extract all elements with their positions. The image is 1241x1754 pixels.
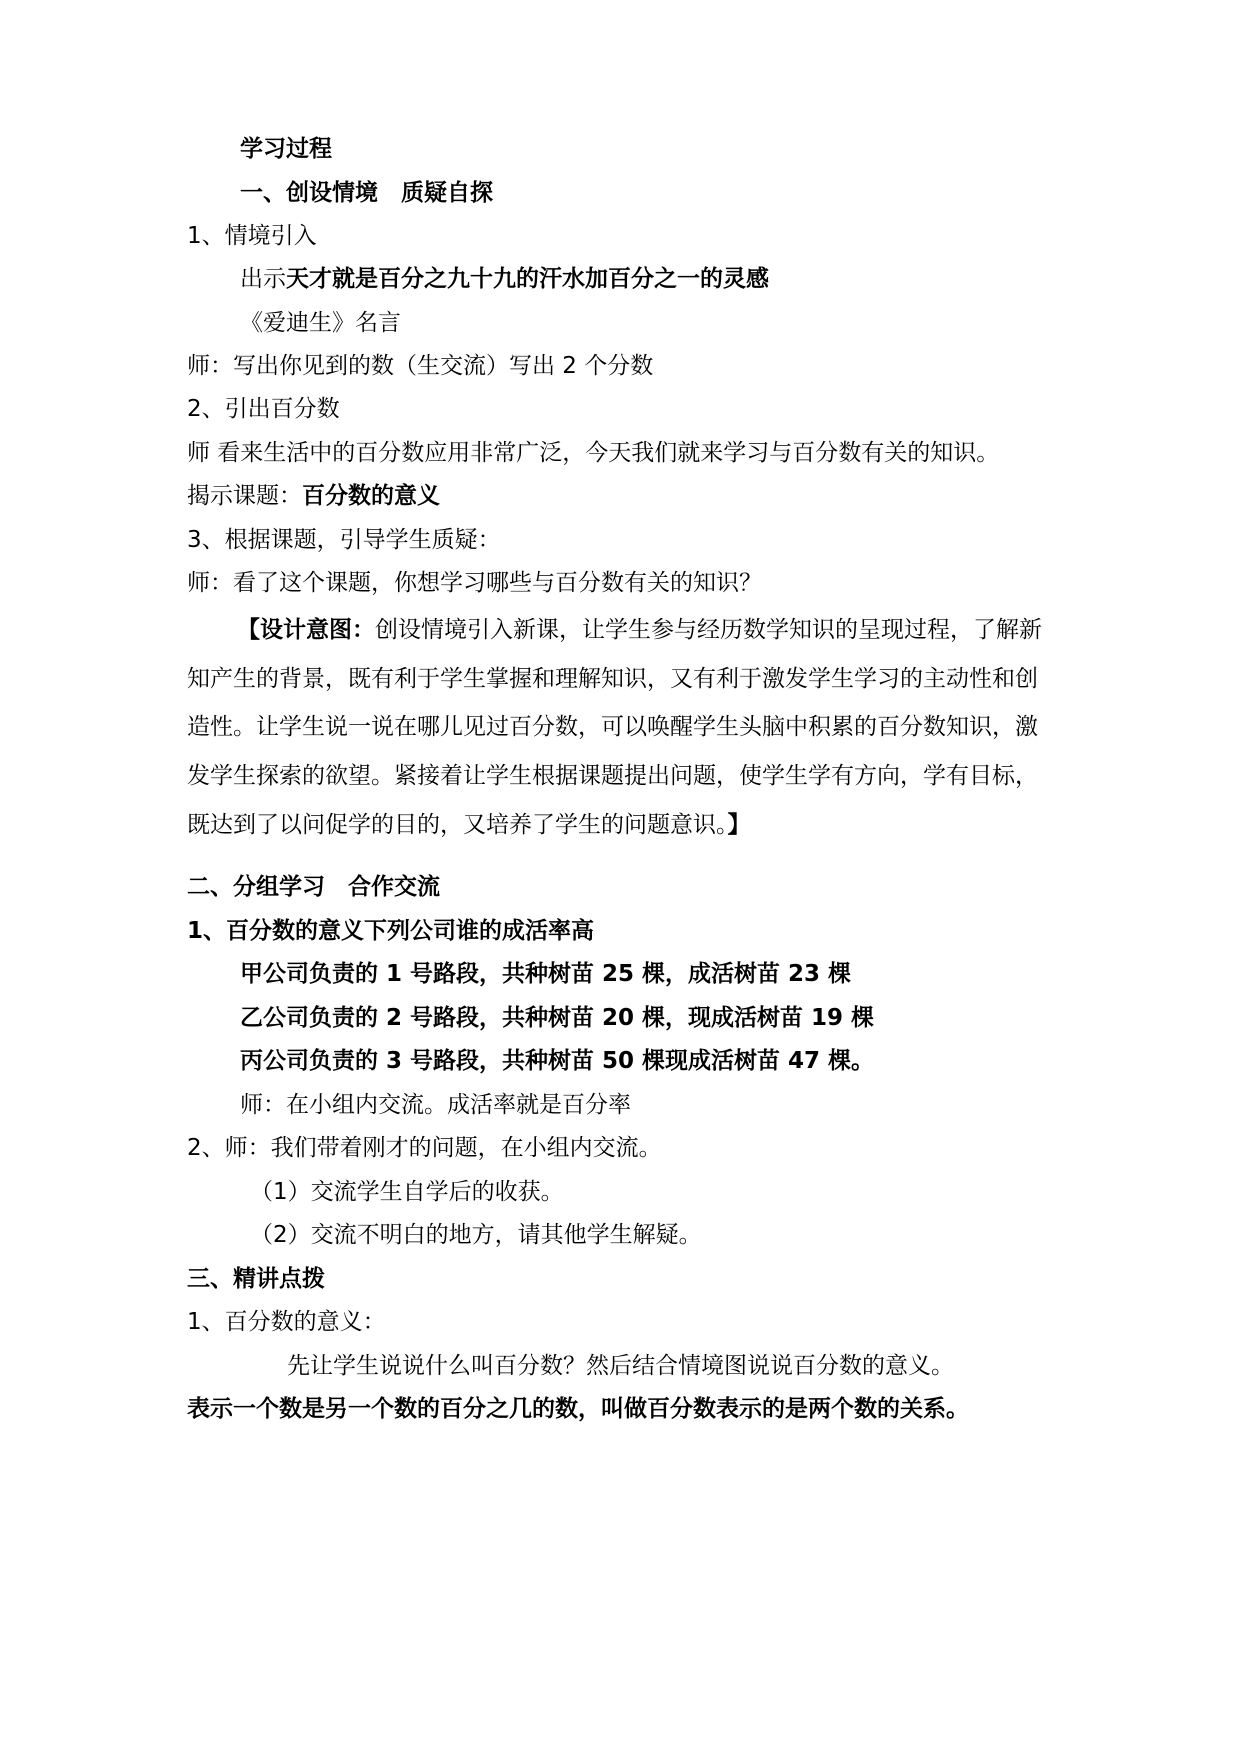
subitem-2: （2）交流不明白的地方，请其他学生解疑。 — [250, 1222, 702, 1248]
company-a-line: 甲公司负责的 1 号路段，共种树苗 25 棵，成活树苗 23 棵 — [240, 961, 852, 987]
design-intent-text: 创设情境引入新课，让学生参与经历数学知识的呈现过程，了解新知产生的背景，既有利于学生掌握和理解知识，又有利于激发学生学习的主动性和创造性。让学生说一说在哪儿见过百分数，可以唤醒学生头脑中积累的百分数知识，激发学生探索的欲望。紧接着让学生根据课题提出问题，使学生学有方向，学有目标，既达到了以问促学的目的，又培养了学生的问题意识。 — [187, 617, 1042, 838]
subitem-1: （1）交流学生自学后的收获。 — [250, 1179, 564, 1205]
definition-line: 表示一个数是另一个数的百分之几的数，叫做百分数表示的是两个数的关系。 — [187, 1396, 969, 1422]
teacher-line-2: 师 看来生活中的百分数应用非常广泛，今天我们就来学习与百分数有关的知识。 — [187, 440, 1000, 466]
teacher-line-4: 师：在小组内交流。成活率就是百分率 — [240, 1092, 631, 1118]
section-heading-2: 二、分组学习 合作交流 — [187, 874, 440, 900]
quote-line — [240, 262, 1120, 296]
company-c-line: 丙公司负责的 3 号路段，共种树苗 50 棵现成活树苗 47 棵。 — [240, 1048, 875, 1074]
quote-prefix: 出示 — [240, 266, 286, 292]
item-group-discussion: 2、师：我们带着刚才的问题，在小组内交流。 — [187, 1135, 662, 1161]
quote-text: 天才就是百分之九十九的汗水加百分之一的灵感 — [286, 266, 769, 292]
instruction-line: 先让学生说说什么叫百分数？然后结合情境图说说百分数的意义。 — [287, 1353, 954, 1379]
teacher-line-1: 师：写出你见到的数（生交流）写出 2 个分数 — [187, 353, 654, 379]
topic-line — [187, 479, 1067, 513]
quote-source: 《爱迪生》名言 — [240, 310, 401, 336]
page-title: 学习过程 — [240, 136, 332, 162]
topic-label: 揭示课题： — [187, 483, 302, 509]
item-introduce-percent: 2、引出百分数 — [187, 396, 340, 422]
item-question-guide: 3、根据课题，引导学生质疑： — [187, 527, 501, 553]
design-intent-end: 】 — [727, 811, 751, 838]
item-percent-meaning: 1、百分数的意义： — [187, 1309, 386, 1335]
item-percent-meaning-question: 1、百分数的意义下列公司谁的成活率高 — [187, 918, 595, 944]
design-intent-label: 【设计意图： — [237, 617, 375, 643]
topic-title: 百分数的意义 — [302, 483, 440, 509]
design-intent-paragraph — [187, 606, 1057, 850]
teacher-line-3: 师：看了这个课题，你想学习哪些与百分数有关的知识？ — [187, 570, 762, 596]
item-scenario-intro: 1、情境引入 — [187, 223, 317, 249]
section-heading-1: 一、创设情境 质疑自探 — [240, 180, 493, 206]
company-b-line: 乙公司负责的 2 号路段，共种树苗 20 棵，现成活树苗 19 棵 — [240, 1005, 875, 1031]
section-heading-3: 三、精讲点拨 — [187, 1266, 325, 1292]
